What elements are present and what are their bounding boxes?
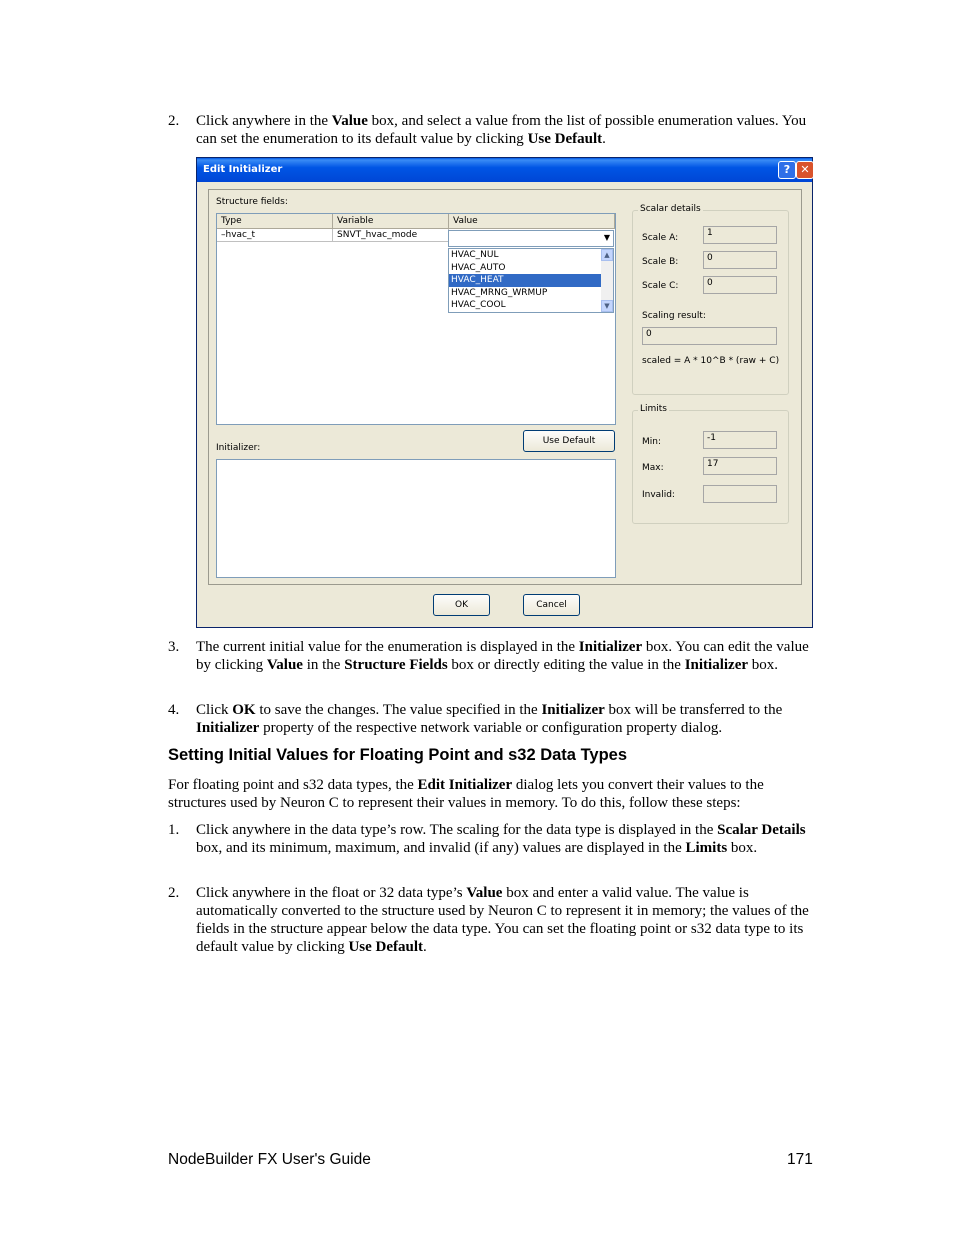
column-header-variable[interactable]: Variable <box>333 214 449 229</box>
dropdown-arrow-icon[interactable]: ▼ <box>603 233 610 242</box>
step-number: 2. <box>168 885 180 901</box>
list-item[interactable]: HVAC_HEAT <box>449 274 613 287</box>
list-item[interactable]: HVAC_MRNG_WRMUP <box>451 287 548 298</box>
initializer-label: Initializer: <box>216 443 261 453</box>
scale-b-field: 0 <box>703 251 777 269</box>
scroll-down-icon[interactable]: ▼ <box>601 300 613 312</box>
scalar-details-group <box>632 204 789 395</box>
ok-button[interactable]: OK <box>433 594 490 616</box>
cell-type[interactable]: –hvac_t <box>217 229 333 242</box>
step-number: 2. <box>168 113 180 129</box>
step-number: 4. <box>168 702 180 718</box>
min-field: -1 <box>703 431 777 449</box>
scale-c-label: Scale C: <box>642 281 679 291</box>
min-label: Min: <box>642 437 662 447</box>
invalid-field <box>703 485 777 503</box>
listbox-scrollbar[interactable] <box>601 249 613 312</box>
initializer-textarea[interactable] <box>216 459 616 578</box>
step-text: Click anywhere in the float or 32 data type’s Value box and enter a valid value. The value is automatically converted to the structure used by Neuron C to represent it in memory; the values of the fields in the structure appear below the data type. You can set the floating point or s32 data type to its default value by clicking Use Default. <box>196 885 809 955</box>
column-header-type[interactable]: Type <box>217 214 333 229</box>
limits-group <box>632 404 789 524</box>
max-field: 17 <box>703 457 777 475</box>
cancel-button[interactable]: Cancel <box>523 594 580 616</box>
step-text: Click anywhere in the data type’s row. The scaling for the data type is displayed in the Scalar Details box, and its minimum, maximum, and invalid (if any) values are displayed in the Limits box. <box>196 822 806 856</box>
dialog-title: Edit Initializer <box>203 164 283 175</box>
value-combobox[interactable] <box>448 230 614 247</box>
scaling-result-label: Scaling result: <box>642 311 706 321</box>
page-number: 171 <box>787 1151 813 1168</box>
scroll-up-icon[interactable]: ▲ <box>601 249 613 261</box>
limits-legend: Limits <box>640 404 667 414</box>
scale-b-label: Scale B: <box>642 257 679 267</box>
scaling-result-field: 0 <box>642 327 777 345</box>
scale-a-field: 1 <box>703 226 777 244</box>
scalar-details-legend: Scalar details <box>640 204 701 214</box>
scaling-formula: scaled = A * 10^B * (raw + C) <box>642 356 780 366</box>
step-number: 3. <box>168 639 180 655</box>
dialog-titlebar <box>197 158 812 182</box>
list-item[interactable]: HVAC_COOL <box>451 300 506 310</box>
section-heading: Setting Initial Values for Floating Point and s32 Data Types <box>168 746 628 764</box>
invalid-label: Invalid: <box>642 490 675 500</box>
footer-title: NodeBuilder FX User's Guide <box>168 1151 371 1168</box>
step-text: Click anywhere in the Value box, and select a value from the list of possible enumeration values. You can set the enumeration to its default value by clicking Use Default. <box>196 113 807 147</box>
list-item[interactable]: HVAC_AUTO <box>451 262 506 273</box>
enumeration-listbox[interactable] <box>448 248 614 313</box>
close-button[interactable]: ✕ <box>796 161 814 179</box>
step-number: 1. <box>168 822 180 838</box>
cell-variable[interactable]: SNVT_hvac_mode <box>333 229 449 242</box>
max-label: Max: <box>642 463 664 473</box>
use-default-button[interactable]: Use Default <box>523 430 615 452</box>
scale-a-label: Scale A: <box>642 233 679 243</box>
scale-c-field: 0 <box>703 276 777 294</box>
step-text: The current initial value for the enumeration is displayed in the Initializer box. You can edit the value by clicking Value in the Structure Fields box or directly editing the value in the Initializer box. <box>196 639 809 673</box>
intro-paragraph: For floating point and s32 data types, the Edit Initializer dialog lets you convert their values to the structures used by Neuron C to represent their values in memory. To do this, follow these steps: <box>168 777 764 811</box>
list-item[interactable]: HVAC_NUL <box>451 250 499 260</box>
structure-fields-label: Structure fields: <box>216 197 288 207</box>
edit-initializer-dialog <box>196 157 813 628</box>
step-text: Click OK to save the changes. The value specified in the Initializer box will be transferred to the Initializer property of the respective network variable or configuration property dialog. <box>196 702 783 736</box>
column-header-value[interactable]: Value <box>449 214 615 229</box>
help-button[interactable]: ? <box>778 161 796 179</box>
